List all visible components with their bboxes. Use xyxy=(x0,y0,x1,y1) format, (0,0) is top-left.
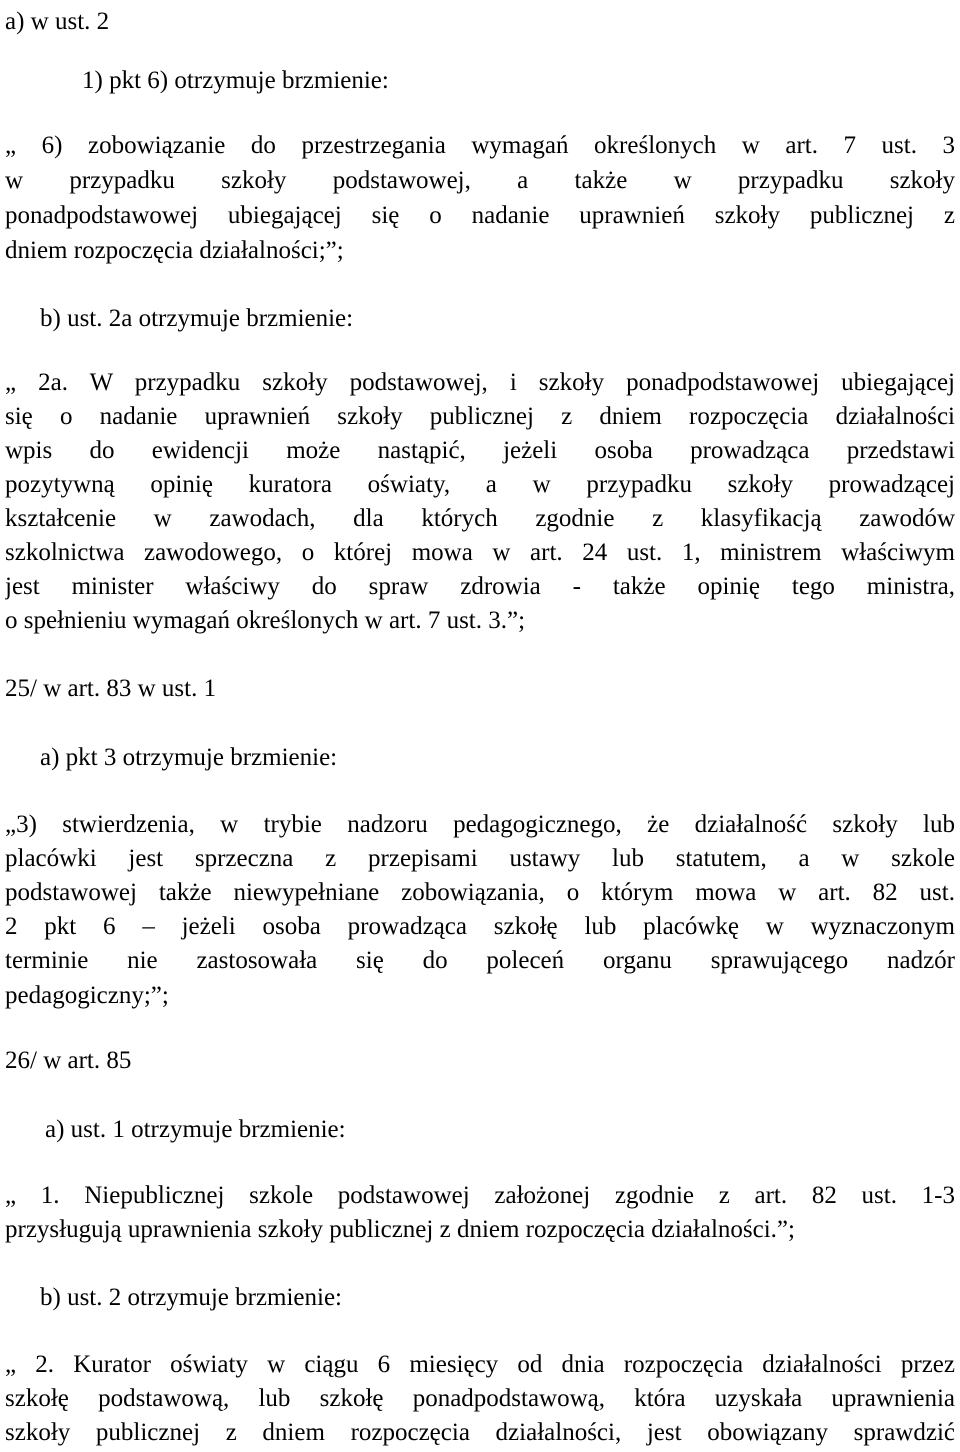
quoted-text-line: przysługują uprawnienia szkoły publicznej z dniem rozpoczęcia działalności.”; xyxy=(5,1216,795,1243)
quoted-text-line: w przypadku szkoły podstawowej, a także w przypadku szkoły xyxy=(5,167,955,194)
quoted-text-line: szkolnictwa zawodowego, o której mowa w art. 24 ust. 1, ministrem właściwym xyxy=(5,539,955,566)
quoted-text-line: „3) stwierdzenia, w trybie nadzoru pedagogicznego, że działalność szkoły lub xyxy=(5,811,955,838)
quoted-text-line: szkoły publicznej z dniem rozpoczęcia działalności, jest obowiązany sprawdzić xyxy=(5,1419,955,1446)
item-heading: b) ust. 2a otrzymuje brzmienie: xyxy=(40,305,354,332)
quoted-text-line: jest minister właściwy do spraw zdrowia - także opinię tego ministra, xyxy=(5,573,955,600)
quoted-text-line: o spełnieniu wymagań określonych w art. 7 ust. 3.”; xyxy=(5,607,526,634)
item-heading: a) pkt 3 otrzymuje brzmienie: xyxy=(40,744,338,771)
quoted-text-line: „ 6) zobowiązanie do przestrzegania wymagań określonych w art. 7 ust. 3 xyxy=(5,132,955,159)
quoted-text-line: podstawowej także niewypełniane zobowiązania, o którym mowa w art. 82 ust. xyxy=(5,879,955,906)
quoted-text-line: 2 pkt 6 – jeżeli osoba prowadząca szkołę lub placówkę w wyznaczonym xyxy=(5,913,955,940)
quoted-text-line: się o nadanie uprawnień szkoły publicznej z dniem rozpoczęcia działalności xyxy=(5,403,955,430)
item-heading: b) ust. 2 otrzymuje brzmienie: xyxy=(40,1284,343,1311)
quoted-text-line: pedagogiczny;”; xyxy=(5,982,169,1009)
quoted-text-line: placówki jest sprzeczna z przepisami ustawy lub statutem, a w szkole xyxy=(5,845,955,872)
item-heading: a) ust. 1 otrzymuje brzmienie: xyxy=(45,1116,346,1143)
amendment-heading: 25/ w art. 83 w ust. 1 xyxy=(5,675,217,702)
quoted-text-line: „ 2a. W przypadku szkoły podstawowej, i szkoły ponadpodstawowej ubiegającej xyxy=(5,369,955,396)
quoted-text-line: „ 2. Kurator oświaty w ciągu 6 miesięcy od dnia rozpoczęcia działalności przez xyxy=(5,1351,955,1378)
quoted-text-line: szkołę podstawową, lub szkołę ponadpodstawową, która uzyskała uprawnienia xyxy=(5,1385,955,1412)
quoted-text-line: terminie nie zastosowała się do poleceń organu sprawującego nadzór xyxy=(5,947,955,974)
quoted-text-line: „ 1. Niepublicznej szkole podstawowej założonej zgodnie z art. 82 ust. 1-3 xyxy=(5,1182,955,1209)
quoted-text-line: pozytywną opinię kuratora oświaty, a w przypadku szkoły prowadzącej xyxy=(5,471,955,498)
item-heading: a) w ust. 2 xyxy=(5,8,110,35)
quoted-text-line: ponadpodstawowej ubiegającej się o nadanie uprawnień szkoły publicznej z xyxy=(5,202,955,229)
subpoint-heading: 1) pkt 6) otrzymuje brzmienie: xyxy=(82,67,389,94)
amendment-heading: 26/ w art. 85 xyxy=(5,1047,132,1074)
quoted-text-line: wpis do ewidencji może nastąpić, jeżeli osoba prowadząca przedstawi xyxy=(5,437,955,464)
quoted-text-line: dniem rozpoczęcia działalności;”; xyxy=(5,237,344,264)
quoted-text-line: kształcenie w zawodach, dla których zgodnie z klasyfikacją zawodów xyxy=(5,505,955,532)
